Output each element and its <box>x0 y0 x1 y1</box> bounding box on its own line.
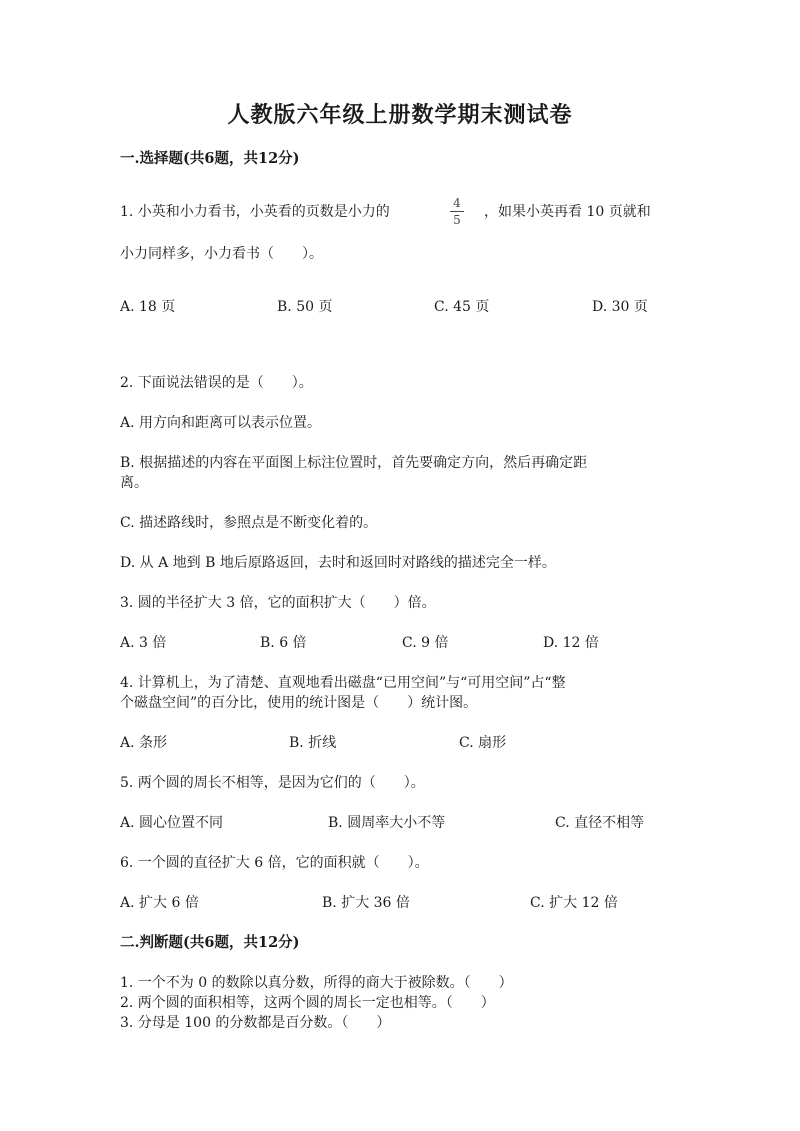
question-2-option-a[interactable]: A. 用方向和距离可以表示位置。 <box>120 415 322 431</box>
question-5-stem: 5. 两个圆的周长不相等，是因为它们的（ ）。 <box>120 775 425 791</box>
question-3-option-c[interactable]: C. 9 倍 <box>402 635 449 651</box>
question-4-option-a[interactable]: A. 条形 <box>120 735 168 751</box>
question-6-stem: 6. 一个圆的直径扩大 6 倍，它的面积就（ ）。 <box>120 855 429 871</box>
question-6-option-b[interactable]: B. 扩大 36 倍 <box>322 895 410 911</box>
fraction-bar <box>450 211 464 212</box>
question-1-stem-line2: 小力同样多，小力看书（ ）。 <box>120 246 323 262</box>
question-1-stem-part1: 1. 小英和小力看书，小英看的页数是小力的 <box>120 204 390 220</box>
fraction-numerator: 4 <box>453 196 461 210</box>
question-4-option-c[interactable]: C. 扇形 <box>459 735 507 751</box>
question-4-stem-line1: 4. 计算机上，为了清楚、直观地看出磁盘“已用空间”与“可用空间”占“整 <box>120 675 566 691</box>
question-2-option-b[interactable]: B. 根据描述的内容在平面图上标注位置时，首先要确定方向，然后再确定距 <box>120 455 588 471</box>
question-5-option-b[interactable]: B. 圆周率大小不等 <box>328 815 446 831</box>
section-heading-choice: 一.选择题(共6题，共12分) <box>120 150 300 167</box>
true-false-item-1: 1. 一个不为 0 的数除以真分数，所得的商大于被除数。（ ） <box>120 975 513 991</box>
question-2-option-d[interactable]: D. 从 A 地到 B 地后原路返回，去时和返回时对路线的描述完全一样。 <box>120 555 556 571</box>
question-3-option-d[interactable]: D. 12 倍 <box>543 635 599 651</box>
page-title: 人教版六年级上册数学期末测试卷 <box>227 102 573 128</box>
question-6-option-c[interactable]: C. 扩大 12 倍 <box>530 895 618 911</box>
true-false-item-2: 2. 两个圆的面积相等，这两个圆的周长一定也相等。（ ） <box>120 995 495 1011</box>
question-4-stem-line2: 个磁盘空间”的百分比，使用的统计图是（ ）统计图。 <box>120 695 478 711</box>
question-2-stem: 2. 下面说法错误的是（ ）。 <box>120 375 313 391</box>
section-heading-true-false: 二.判断题(共6题，共12分) <box>120 934 300 951</box>
question-1-option-b[interactable]: B. 50 页 <box>277 299 333 315</box>
question-3-option-a[interactable]: A. 3 倍 <box>120 635 167 651</box>
question-5-option-c[interactable]: C. 直径不相等 <box>555 815 645 831</box>
question-1-option-d[interactable]: D. 30 页 <box>592 299 648 315</box>
question-3-option-b[interactable]: B. 6 倍 <box>260 635 307 651</box>
true-false-item-3: 3. 分母是 100 的分数都是百分数。（ ） <box>120 1015 391 1031</box>
question-2-option-c[interactable]: C. 描述路线时，参照点是不断变化着的。 <box>120 515 378 531</box>
question-5-option-a[interactable]: A. 圆心位置不同 <box>120 815 224 831</box>
question-3-stem: 3. 圆的半径扩大 3 倍，它的面积扩大（ ）倍。 <box>120 595 436 611</box>
question-6-option-a[interactable]: A. 扩大 6 倍 <box>120 895 199 911</box>
question-1-option-c[interactable]: C. 45 页 <box>434 299 490 315</box>
question-4-option-b[interactable]: B. 折线 <box>289 735 337 751</box>
question-1-stem-part2: ，如果小英再看 10 页就和 <box>484 204 651 220</box>
fraction-denominator: 5 <box>453 213 461 227</box>
fraction-four-fifths <box>450 196 464 227</box>
question-2-option-b-cont: 离。 <box>120 475 148 491</box>
question-1-option-a[interactable]: A. 18 页 <box>120 299 176 315</box>
